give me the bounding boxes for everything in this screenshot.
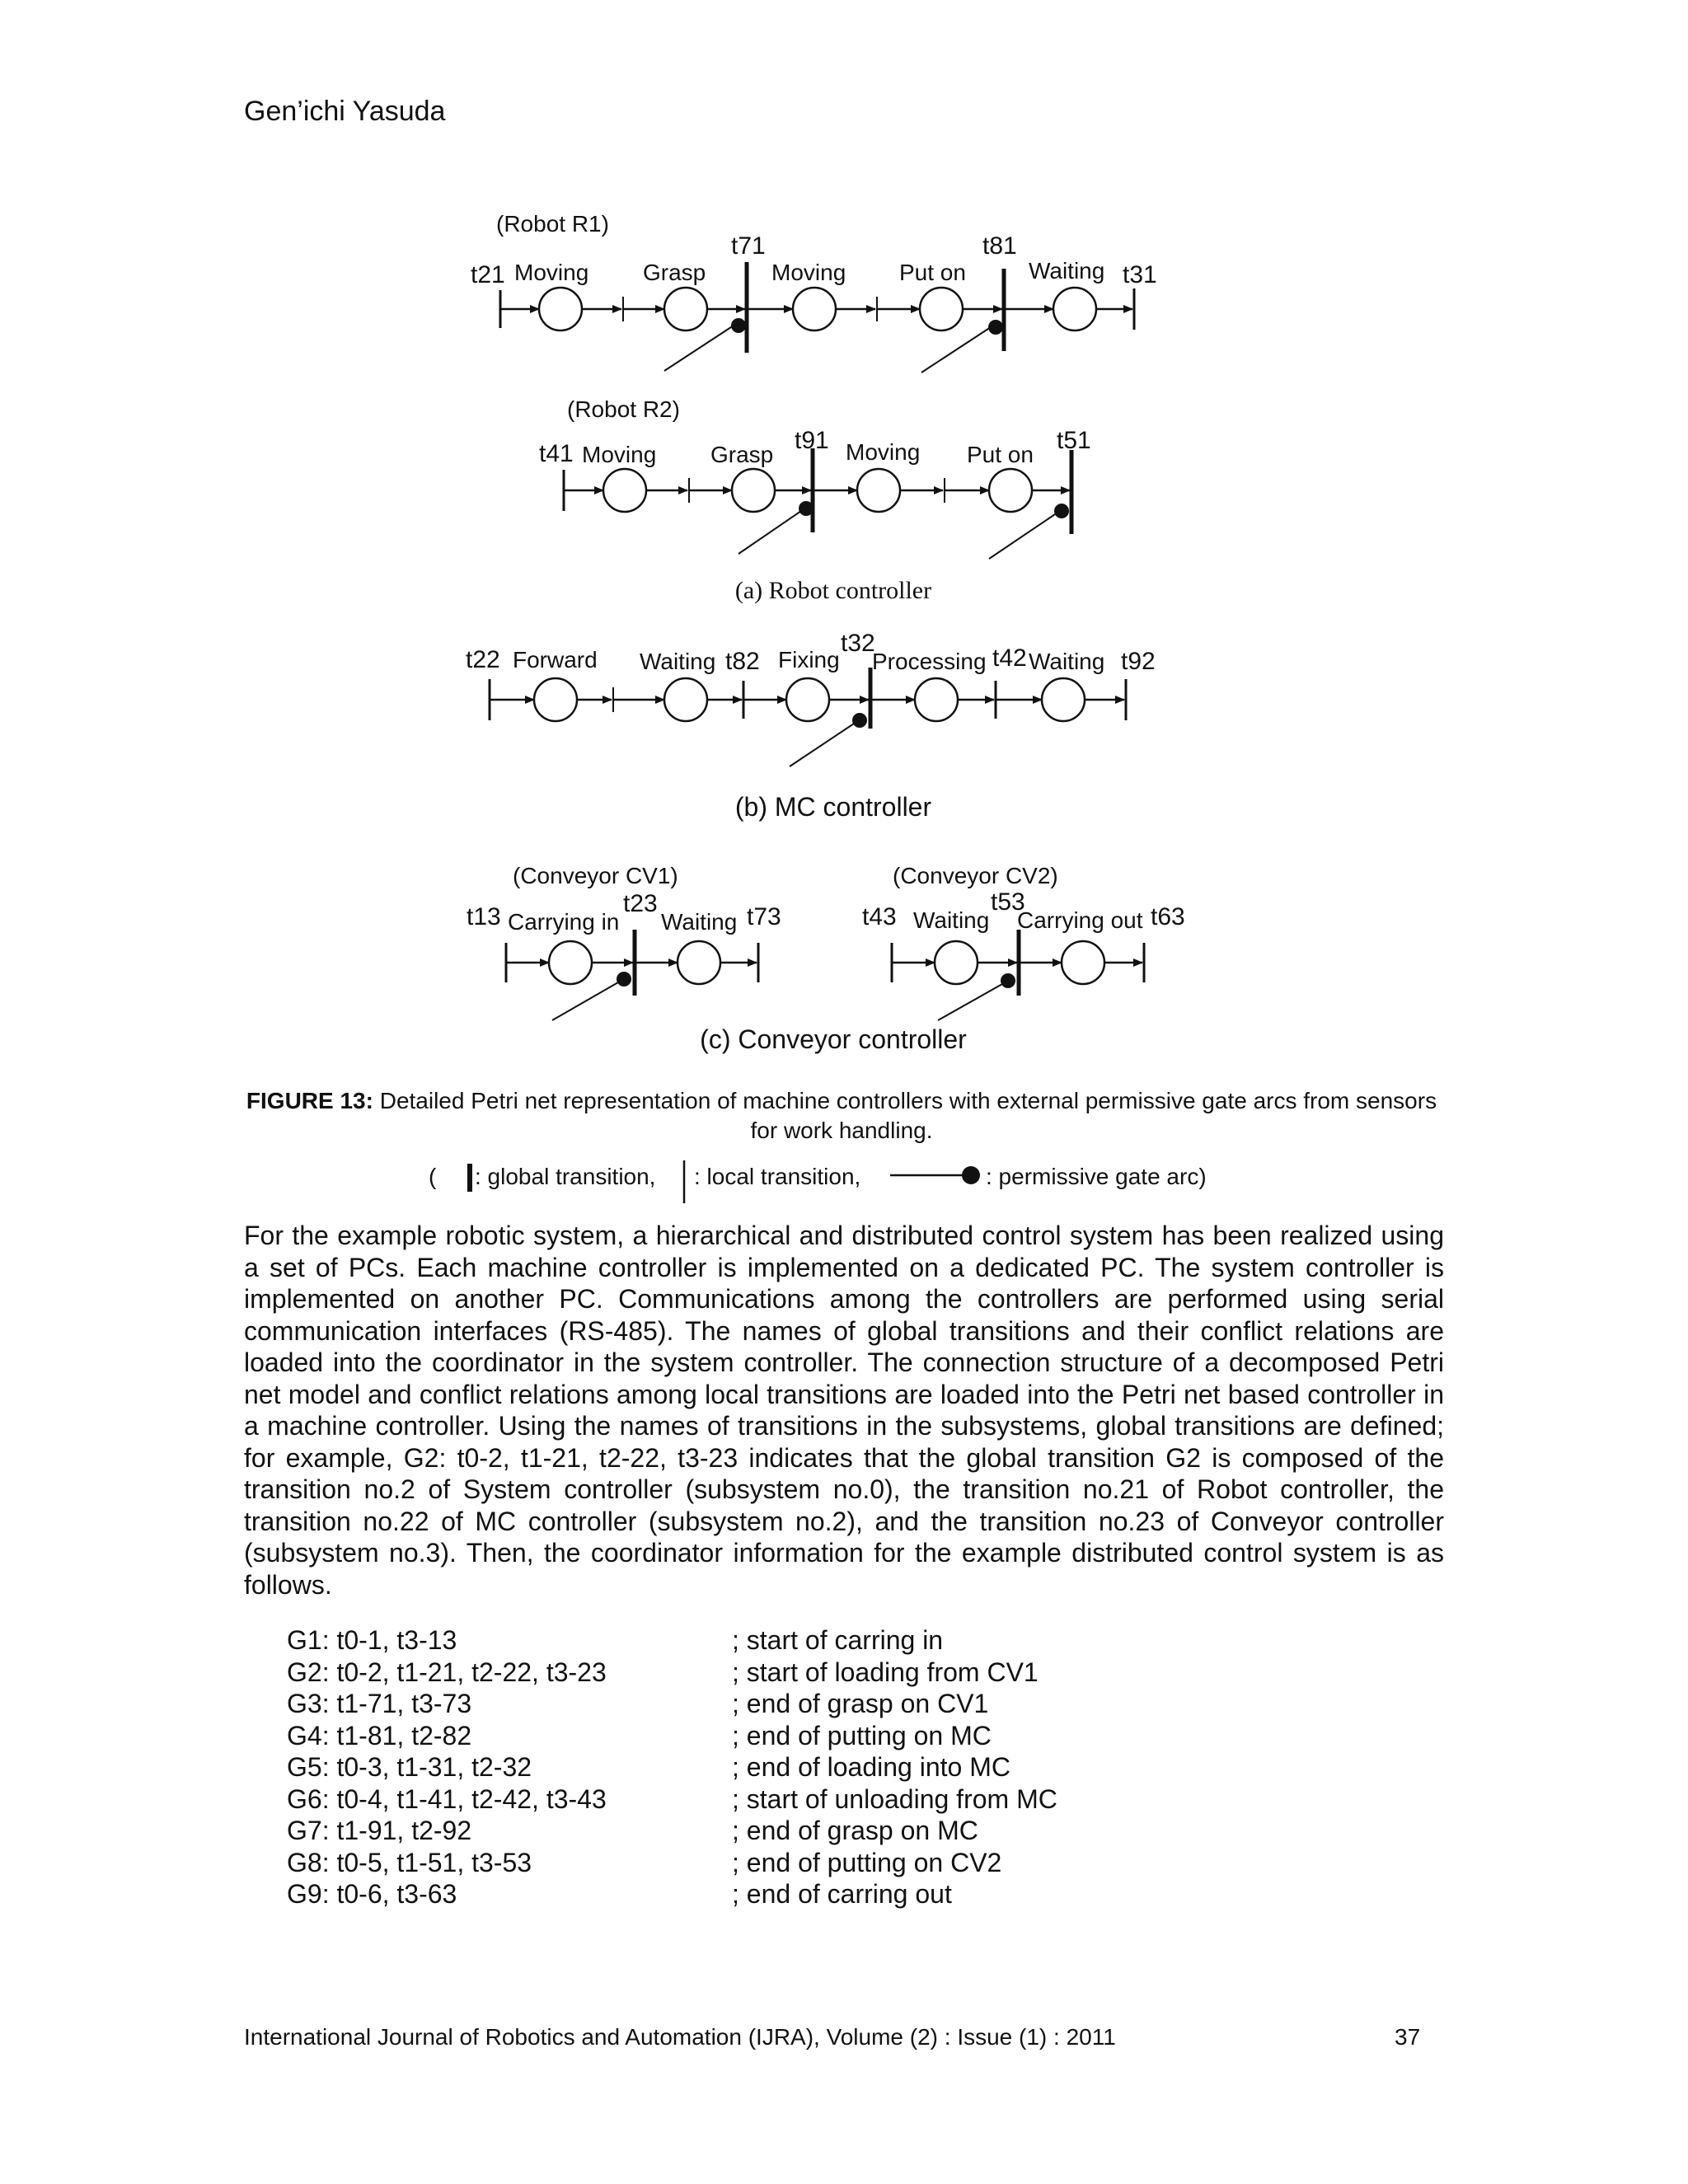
- label-t63: t63: [1151, 903, 1185, 930]
- legend-open-paren: (: [429, 1164, 437, 1189]
- label-t31: t31: [1123, 261, 1157, 288]
- place-moving-2: [857, 469, 900, 512]
- label-moving: Moving: [514, 260, 589, 285]
- label-fixing: Fixing: [778, 647, 840, 673]
- global-transition-def: G2: t0-2, t1-21, t2-22, t3-23: [287, 1657, 607, 1687]
- coordinator-list: [287, 1625, 1358, 1911]
- subcaption-b: (b) MC controller: [734, 792, 932, 822]
- permissive-gate-arc: [790, 724, 854, 766]
- coordinator-row: [287, 1879, 1358, 1911]
- place-waiting: [935, 941, 978, 984]
- global-transition-def: G6: t0-4, t1-41, t2-42, t3-43: [287, 1783, 607, 1814]
- figure-caption-text: Detailed Petri net representation of machine controllers with external permissive gate arcs from sensors for work handling.: [373, 1088, 1437, 1143]
- label-robot-r2: (Robot R2): [567, 396, 680, 422]
- global-transition-def: G7: t1-91, t2-92: [287, 1816, 472, 1845]
- global-transition-def: G5: t0-3, t1-31, t2-32: [287, 1752, 532, 1782]
- place-grasp: [664, 288, 707, 330]
- place-fixing: [786, 678, 829, 721]
- page-number: 37: [1395, 2024, 1421, 2050]
- place-moving-2: [793, 288, 836, 330]
- label-t32: t32: [841, 630, 875, 657]
- place-waiting-2: [1042, 678, 1085, 721]
- coordinator-row: [287, 1848, 1358, 1880]
- label-conveyor-cv1: (Conveyor CV1): [513, 863, 678, 888]
- permissive-gate-arc: [938, 984, 1002, 1020]
- place-moving: [603, 469, 646, 512]
- label-robot-r1: (Robot R1): [496, 211, 609, 237]
- conveyor-cv2-net: [892, 930, 1144, 1020]
- figure-caption: [244, 1086, 1439, 1146]
- label-moving-2: Moving: [771, 260, 846, 285]
- place-processing: [915, 678, 958, 721]
- label-t23: t23: [623, 890, 658, 917]
- coordinator-row: [287, 1625, 1358, 1657]
- label-waiting: Waiting: [661, 909, 738, 935]
- label-t91: t91: [795, 427, 829, 454]
- label-t21: t21: [471, 261, 505, 288]
- label-t42: t42: [992, 644, 1027, 672]
- global-transition-comment: ; end of putting on CV2: [732, 1847, 1002, 1877]
- global-transition-comment: ; end of carring out: [732, 1879, 952, 1909]
- label-t92: t92: [1121, 648, 1156, 675]
- coordinator-row: [287, 1816, 1358, 1848]
- place-carrying-in: [549, 941, 592, 984]
- label-t22: t22: [466, 646, 500, 673]
- label-waiting: Waiting: [913, 907, 990, 933]
- journal-footer: International Journal of Robotics and Automation (IJRA), Volume (2) : Issue (1) : 2011: [244, 2024, 1116, 2050]
- global-transition-comment: ; start of unloading from MC: [732, 1783, 1057, 1814]
- label-moving: Moving: [582, 442, 657, 467]
- place-moving: [539, 288, 582, 330]
- label-grasp: Grasp: [643, 260, 706, 285]
- global-transition-comment: ; start of carring in: [732, 1625, 944, 1655]
- permissive-gate-arc: [921, 327, 991, 373]
- label-t53: t53: [991, 888, 1025, 916]
- label-t81: t81: [982, 232, 1017, 260]
- label-moving-2: Moving: [846, 439, 921, 465]
- coordinator-row: [287, 1752, 1358, 1784]
- label-t41: t41: [539, 440, 574, 467]
- place-waiting: [678, 941, 720, 984]
- label-carrying-out: Carrying out: [1017, 907, 1143, 933]
- global-transition-def: G3: t1-71, t3-73: [287, 1689, 472, 1718]
- label-forward: Forward: [513, 647, 598, 673]
- global-transition-def: G1: t0-1, t3-13: [287, 1625, 457, 1655]
- label-t13: t13: [467, 903, 501, 930]
- label-waiting: Waiting: [1029, 258, 1105, 284]
- label-processing: Processing: [872, 649, 987, 674]
- mc-controller-net: [490, 668, 1126, 766]
- global-transition-def: G9: t0-6, t3-63: [287, 1879, 457, 1909]
- label-t71: t71: [731, 232, 766, 260]
- conveyor-cv1-net: [506, 930, 758, 1020]
- coordinator-row: [287, 1784, 1358, 1816]
- global-transition-comment: ; end of grasp on CV1: [732, 1689, 989, 1718]
- coordinator-row: [287, 1689, 1358, 1721]
- permissive-gate-arc: [664, 326, 734, 371]
- place-waiting: [664, 678, 707, 721]
- permissive-gate-arc: [989, 514, 1055, 559]
- permissive-gate-arc: [552, 982, 618, 1020]
- global-transition-comment: ; end of putting on MC: [732, 1720, 992, 1750]
- subcaption-a: (a) Robot controller: [734, 577, 932, 604]
- label-t43: t43: [862, 903, 897, 930]
- coordinator-row: [287, 1721, 1358, 1753]
- legend-global-transition: : global transition,: [475, 1164, 656, 1189]
- label-carrying-in: Carrying in: [508, 909, 620, 935]
- global-transition-comment: ; end of grasp on MC: [732, 1816, 978, 1845]
- global-transition-def: G4: t1-81, t2-82: [287, 1720, 472, 1750]
- global-transition-comment: ; start of loading from CV1: [732, 1657, 1039, 1687]
- global-transition-comment: ; end of loading into MC: [732, 1752, 1010, 1782]
- place-waiting: [1053, 288, 1096, 330]
- figure-label: FIGURE 13:: [246, 1088, 373, 1113]
- place-forward: [534, 678, 577, 721]
- global-transition-def: G8: t0-5, t1-51, t3-53: [287, 1847, 532, 1877]
- running-header-author: Gen’ichi Yasuda: [244, 96, 446, 127]
- label-t82: t82: [725, 648, 760, 675]
- label-put-on: Put on: [967, 442, 1034, 467]
- label-grasp: Grasp: [710, 442, 774, 467]
- coordinator-row: [287, 1657, 1358, 1690]
- place-put-on: [920, 288, 963, 330]
- place-grasp: [732, 469, 775, 512]
- legend-permissive-gate-arc: : permissive gate arc): [986, 1164, 1207, 1189]
- subcaption-c: (c) Conveyor controller: [700, 1024, 967, 1054]
- label-waiting-2: Waiting: [1029, 649, 1105, 674]
- label-put-on: Put on: [899, 260, 966, 285]
- label-t73: t73: [747, 903, 781, 930]
- label-waiting: Waiting: [640, 649, 716, 674]
- permissive-gate-arc: [738, 511, 801, 554]
- place-put-on: [989, 469, 1032, 512]
- legend-local-transition: : local transition,: [694, 1164, 861, 1189]
- place-carrying-out: [1062, 941, 1104, 984]
- label-conveyor-cv2: (Conveyor CV2): [893, 863, 1058, 888]
- label-t51: t51: [1057, 427, 1091, 454]
- body-paragraph: For the example robotic system, a hierarchical and distributed control system has been realized using a set of PCs. Each machine controller is implemented on a dedicated PC. The system controller is implemented on another PC. Communications among the controllers are performed using serial communication interfaces (RS-485). The names of global transitions and their conflict relations are loaded into the coordinator in the system controller. The connection structure of a decomposed Petri net model and conflict relations among local transitions are loaded into the Petri net based controller in a machine controller. Using the names of transitions in the subsystems, global transitions are defined; for example, G2: t0-2, t1-21, t2-22, t3-23 indicates that the global transition G2 is composed of the transition no.2 of System controller (subsystem no.0), the transition no.21 of Robot controller, the transition no.22 of MC controller (subsystem no.2), and the transition no.23 of Conveyor controller (subsystem no.3). Then, the coordinator information for the example distributed control system is as follows.: [244, 1221, 1444, 1600]
